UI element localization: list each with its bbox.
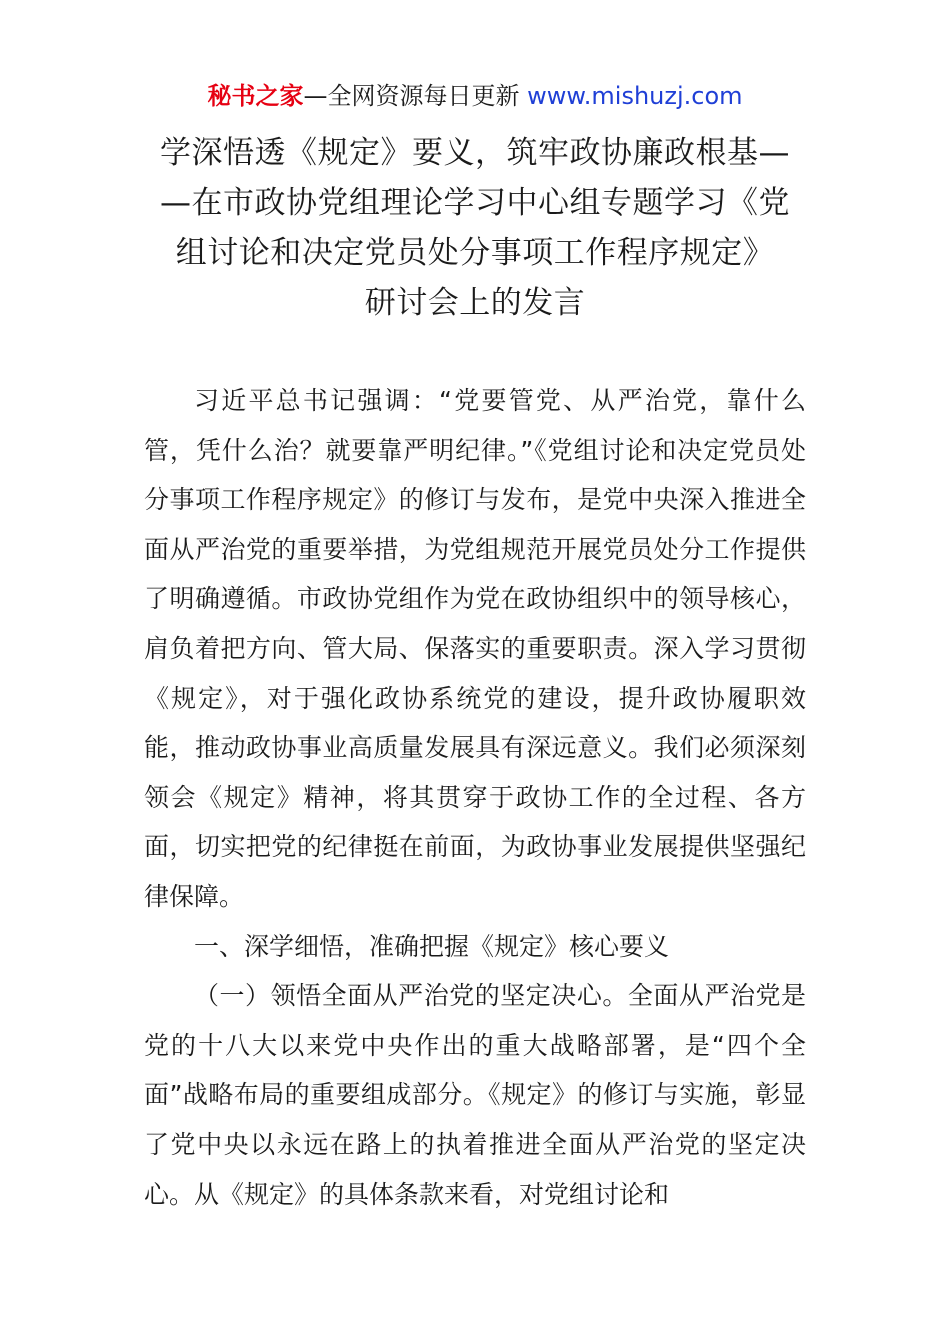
intro-paragraph: 习近平总书记强调：“党要管党、从严治党，靠什么管，凭什么治？就要靠严明纪律。”《党组讨论和决定党员处分事项工作程序规定》的修订与发布，是党中央深入推进全面从严治党的重要举措，为党组规范开展党员处分工作提供了明确遵循。市政协党组作为党在政协组织中的领导核心，肩负着把方向、管大局、保落实的重要职责。深入学习贯彻《规定》，对于强化政协系统党的建设，提升政协履职效能，推动政协事业高质量发展具有深远意义。我们必须深刻领会《规定》精神，将其贯穿于政协工作的全过程、各方面，切实把党的纪律挺在前面，为政协事业发展提供坚强纪律保障。 [144,386,806,911]
document-body [144,376,806,1219]
title-line: 学深悟透《规定》要义，筑牢政协廉政根基— [160,135,790,171]
section-heading: 一、深学细悟，准确把握《规定》核心要义 [194,931,670,961]
title-line: —在市政协党组理论学习中心组专题学习《党 [160,185,790,221]
site-url-link[interactable]: www.mishuzj.com [527,82,743,110]
title-line: 研讨会上的发言 [364,285,586,321]
title-line: 组讨论和决定党员处分事项工作程序规定》 [175,235,775,271]
site-brand: 秘书之家 [207,82,304,110]
site-header [0,78,950,114]
subsection-paragraph: （一）领悟全面从严治党的坚定决心。全面从严治党是党的十八大以来党中央作出的重大战略部署，是“四个全面”战略布局的重要组成部分。《规定》的修订与实施，彰显了党中央以永远在路上的执着推进全面从严治党的坚定决心。从《规定》的具体条款来看，对党组讨论和 [144,981,806,1209]
site-tagline: —全网资源每日更新 [303,82,520,110]
document-title [140,128,810,328]
